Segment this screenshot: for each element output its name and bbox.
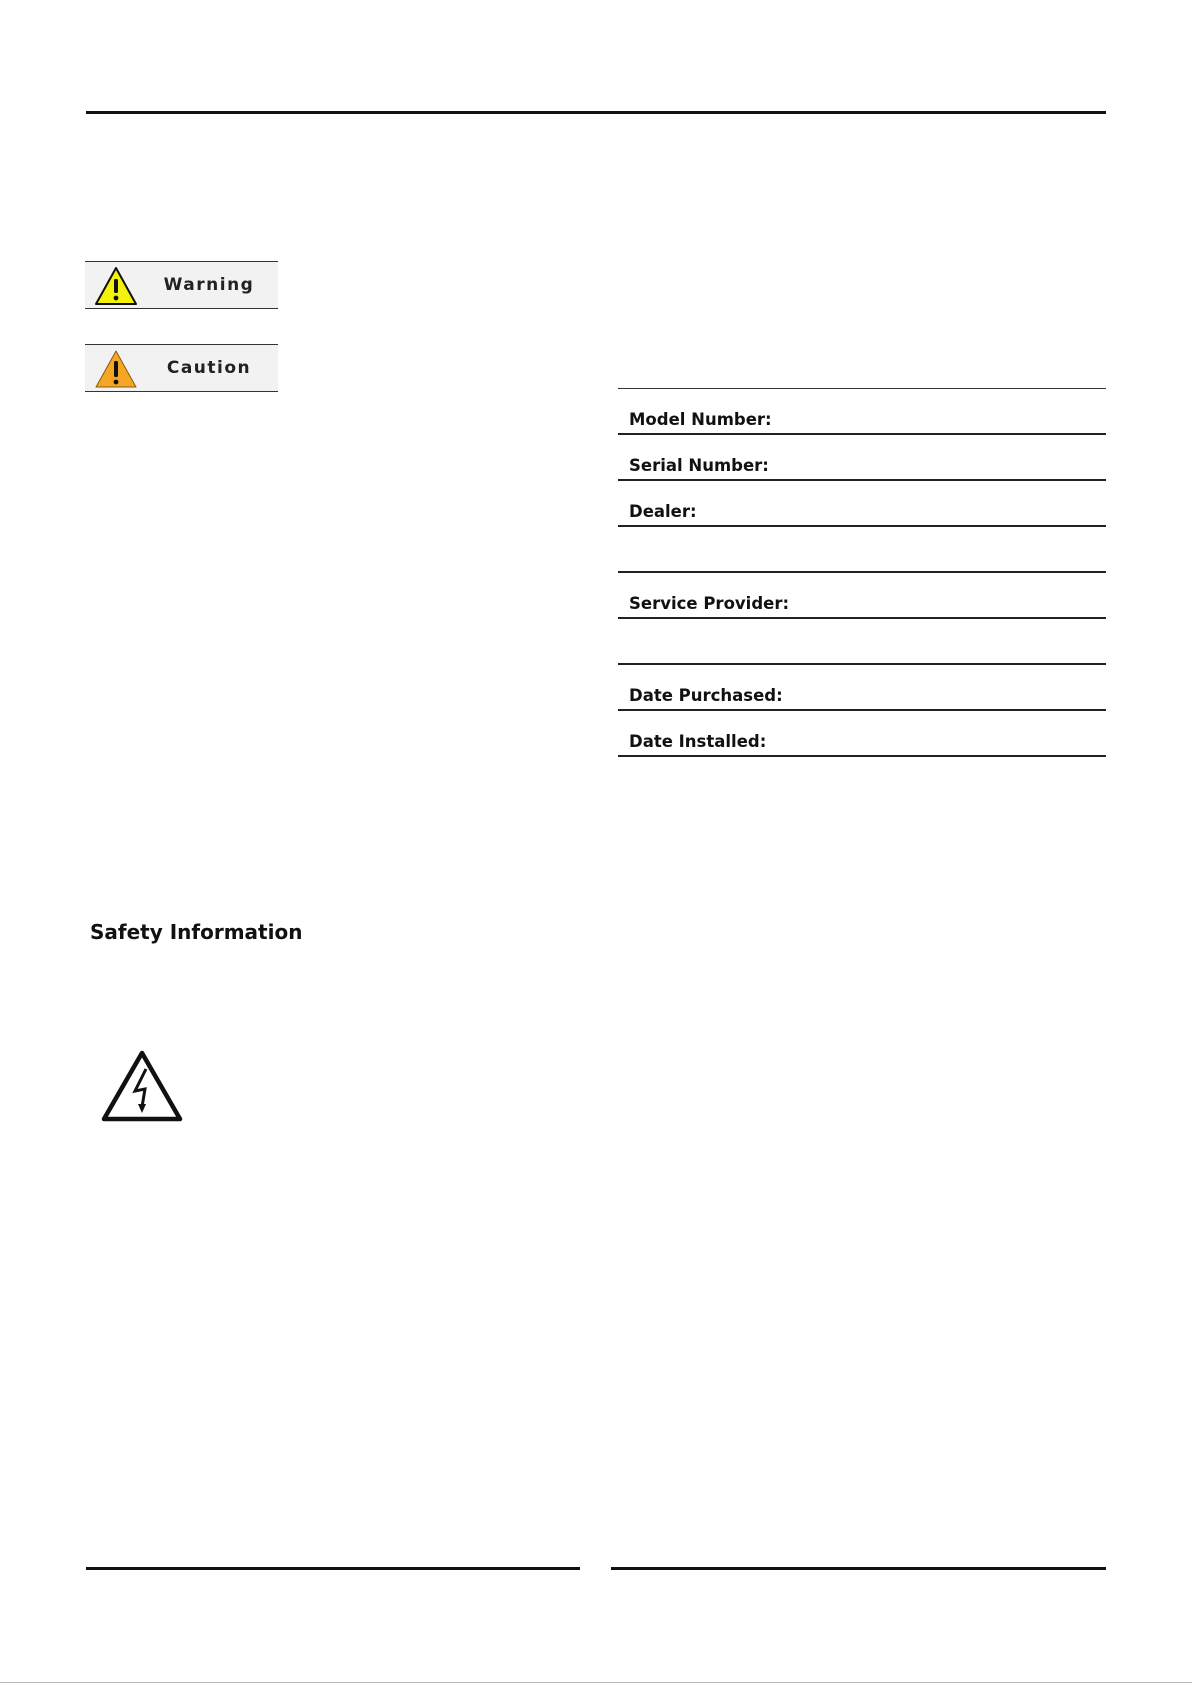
footer-rule-right [611, 1567, 1106, 1570]
warning-badge [85, 261, 278, 309]
record-row-model-number[interactable] [618, 389, 1106, 435]
warning-label: Warning [163, 275, 255, 295]
warning-triangle-icon [94, 266, 138, 306]
service-provider-label: Service Provider: [629, 594, 790, 613]
record-row-service-provider[interactable] [618, 573, 1106, 619]
serial-number-label: Serial Number: [629, 456, 769, 475]
dealer-label: Dealer: [629, 502, 697, 521]
caution-triangle-icon [94, 349, 138, 389]
record-row-date-installed[interactable] [618, 711, 1106, 757]
record-row-date-purchased[interactable] [618, 665, 1106, 711]
record-row-dealer-continued[interactable] [618, 527, 1106, 573]
record-row-service-provider-continued[interactable] [618, 619, 1106, 665]
header-rule [86, 111, 1106, 114]
date-installed-label: Date Installed: [629, 732, 767, 751]
product-record-form [618, 388, 1106, 757]
caution-badge [85, 344, 278, 392]
safety-information-heading: Safety Information [90, 920, 303, 944]
record-row-serial-number[interactable] [618, 435, 1106, 481]
record-row-dealer[interactable] [618, 481, 1106, 527]
page-edge-line [0, 1682, 1192, 1683]
date-purchased-label: Date Purchased: [629, 686, 783, 705]
footer-rule-left [86, 1567, 580, 1570]
electric-shock-hazard-icon [100, 1049, 184, 1123]
model-number-label: Model Number: [629, 410, 772, 429]
caution-label: Caution [166, 358, 252, 378]
